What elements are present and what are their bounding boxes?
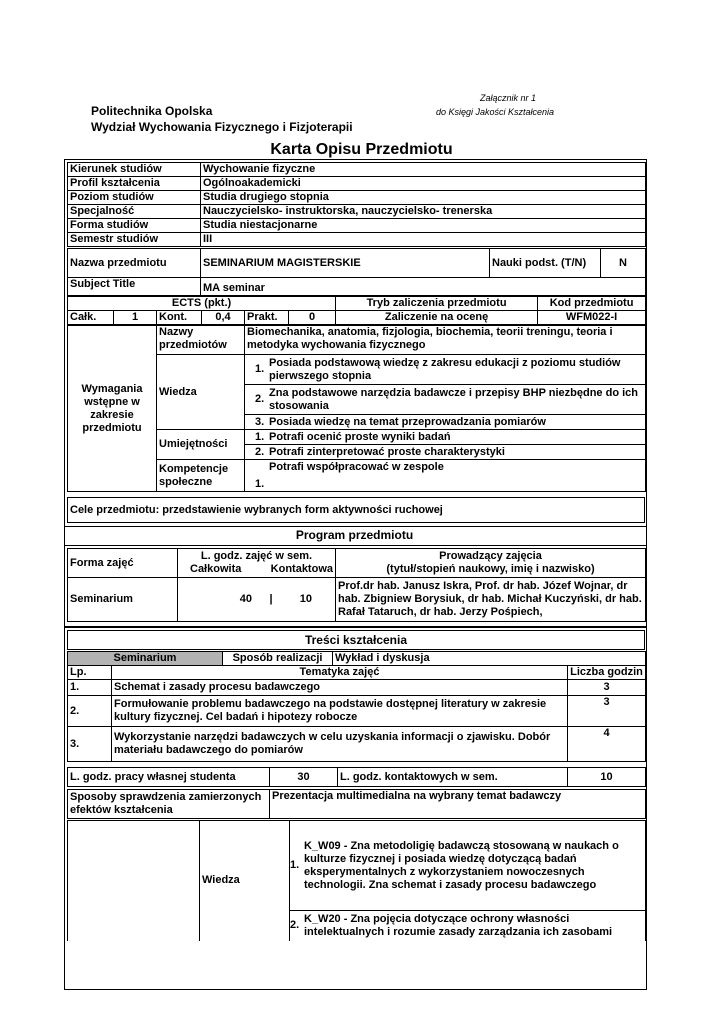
subject-table: [67, 248, 646, 296]
content-form-table: [67, 651, 646, 666]
program-title: Program przedmiotu: [295, 528, 414, 542]
program-total-hours: 40: [239, 593, 252, 605]
basic-sciences-value: N: [601, 249, 646, 278]
method-label: Sposób realizacji: [223, 652, 333, 666]
method-value: Wykład i dyskusja: [333, 652, 646, 666]
teachers-header: Prowadzący zajęcia: [439, 550, 542, 562]
topic-lp: 2.: [68, 696, 112, 727]
prereq-names-label: Nazwy przedmiotów: [157, 326, 245, 355]
program-form-value: Seminarium: [68, 578, 178, 622]
workload-table: [67, 767, 646, 787]
assessment-label: Sposoby sprawdzenia zamierzonych efektów kształcenia: [68, 790, 270, 819]
page-title: Karta Opisu Przedmiotu: [270, 141, 453, 158]
topic-text: Schemat i zasady procesu badawczego: [112, 680, 568, 696]
prereq-knowledge-item: 1. Posiada podstawową wiedzę z zakresu edukacji z poziomu studiów pierwszego stopnia: [245, 355, 645, 385]
topic-text: Wykorzystanie narzędzi badawczych w celu uzyskania informacji o zjawisku. Dobór materiału badawczego do pomiarów: [112, 727, 568, 762]
ects-practical-value: 0: [289, 311, 336, 325]
university-name: Politechnika Opolska: [91, 104, 213, 118]
prereq-skills-label: Umiejętności: [157, 430, 245, 460]
ects-header: ECTS (pkt.): [68, 297, 336, 311]
topic-hours: 4: [568, 727, 646, 762]
basic-sciences-label: Nauki podst. (T/N): [490, 249, 601, 278]
contact-hours-value: 10: [568, 768, 646, 787]
teachers-subheader: (tytuł/stopień naukowy, imię i nazwisko): [386, 563, 595, 575]
prereq-knowledge-item: 2. Zna podstawowe narzędzia badawcze i przepisy BHP niezbędne do ich stosowania: [245, 385, 645, 415]
teachers-value: Prof.dr hab. Janusz Iskra, Prof. dr hab. Józef Wojnar, dr hab. Zbigniew Borysiuk, dr hab. Michał Kuczyński, dr hab. Rafał Tataruch, dr hab. Jerzy Pośpiech,: [336, 578, 646, 622]
ects-total-value: 1: [114, 311, 157, 325]
effects-table: [67, 820, 646, 941]
prereq-names-value: Biomechanika, anatomia, fizjologia, biochemia, teorii treningu, teoria i metodyka wychowania fizycznego: [245, 326, 646, 355]
content-form: Seminarium: [112, 652, 223, 666]
subject-title-value: MA seminar: [201, 278, 646, 296]
ects-contact-value: 0,4: [202, 311, 245, 325]
info-label: Semestr studiów: [68, 233, 201, 247]
info-table: [67, 162, 646, 247]
info-label: Forma studiów: [68, 219, 201, 233]
subject-name-value: SEMINARIUM MAGISTERSKIE: [201, 249, 490, 278]
info-label: Poziom studiów: [68, 191, 201, 205]
form-header: Forma zajęć: [68, 549, 178, 578]
topic-header: Tematyka zajęć: [112, 666, 568, 680]
topic-hours-header: Liczba godzin: [568, 666, 646, 680]
subject-name-label: Nazwa przedmiotu: [68, 249, 201, 278]
topic-hours: 3: [568, 680, 646, 696]
subject-code-header: Kod przedmiotu: [538, 297, 646, 311]
hours-header: L. godz. zajęć w sem.: [200, 550, 313, 562]
own-work-label: L. godz. pracy własnej studenta: [68, 768, 270, 787]
contact-hours-header: Kontaktowa: [270, 563, 333, 575]
ects-table: [67, 296, 646, 325]
content-title-table: [67, 630, 645, 650]
prereq-knowledge-item: 3. Posiada wiedzę na temat przeprowadzania pomiarów: [255, 415, 546, 428]
subject-title-label: Subject Title: [68, 278, 201, 296]
assessment-table: [67, 789, 646, 819]
effect-item: 1. K_W09 - Zna metodoligię badawczą stosowaną w naukach o kulturze fizycznej i posiada wiedzę dotyczącą badań eksperymentalnych z wykorzystaniem nowoczesnych technologii. Zna schemat i zasady procesu badawczego: [290, 839, 619, 891]
ects-contact-label: Kont.: [157, 311, 202, 325]
topic-lp: 3.: [68, 727, 112, 762]
topics-table: [67, 665, 646, 762]
program-contact-hours: 10: [299, 593, 312, 605]
total-hours-header: Całkowita: [190, 563, 242, 575]
topic-text: Formułowanie problemu badawczego na podstawie dostępnej literatury w zakresie kultury fizycznej. Cel badań i hipotezy robocze: [112, 696, 568, 727]
annex-line2: do Księgi Jakości Kształcenia: [436, 107, 555, 117]
info-label: Specjalność: [68, 205, 201, 219]
effects-knowledge-label: Wiedza: [200, 821, 290, 941]
goals-table: [67, 497, 645, 523]
prerequisites-table: [67, 325, 646, 492]
info-value: Wychowanie fizyczne: [201, 163, 646, 177]
info-value: III: [201, 233, 646, 247]
ects-total-label: Całk.: [68, 311, 114, 325]
topic-hours: 3: [568, 696, 646, 727]
prereq-skills-item: 2. Potrafi zinterpretować proste charakterystyki: [255, 445, 505, 458]
assessment-mode-value: Zaliczenie na ocenę: [336, 311, 538, 325]
prereq-skills-item: 1. Potrafi ocenić proste wyniki badań: [245, 430, 645, 445]
content-title: Treści kształcenia: [68, 631, 645, 650]
prereq-social-item: 1. Potrafi współpracować w zespole: [255, 460, 444, 490]
info-label: Kierunek studiów: [68, 163, 201, 177]
prereq-knowledge-label: Wiedza: [157, 355, 245, 430]
own-work-value: 30: [270, 768, 338, 787]
info-label: Profil kształcenia: [68, 177, 201, 191]
assessment-value: Prezentacja multimedialna na wybrany temat badawczy: [270, 790, 646, 819]
info-value: Nauczycielsko- instruktorska, nauczycielsko- trenerska: [201, 205, 646, 219]
info-value: Studia niestacjonarne: [201, 219, 646, 233]
program-table: [67, 548, 646, 622]
annex-line1: Załącznik nr 1: [480, 93, 537, 103]
info-value: Ogólnoakademicki: [201, 177, 646, 191]
topic-lp: 1.: [68, 680, 112, 696]
info-value: Studia drugiego stopnia: [201, 191, 646, 205]
assessment-mode-header: Tryb zaliczenia przedmiotu: [336, 297, 538, 311]
faculty-name: Wydział Wychowania Fizycznego i Fizjoterapii: [91, 120, 353, 134]
contact-hours-label: L. godz. kontaktowych w sem.: [338, 768, 568, 787]
prerequisites-title: Wymagania wstępne w zakresie przedmiotu: [68, 326, 157, 492]
hours-separator: |: [269, 593, 273, 605]
prereq-social-label: Kompetencje społeczne: [157, 460, 245, 492]
effect-item: 2. K_W20 - Zna pojęcia dotyczące ochrony własności intelektualnych i rozumie zasady zarządzania ich zasobami: [290, 912, 613, 938]
course-goals: Cele przedmiotu: przedstawienie wybranych form aktywności ruchowej: [68, 498, 645, 523]
ects-practical-label: Prakt.: [245, 311, 289, 325]
lp-header: Lp.: [68, 666, 112, 680]
subject-code-value: WFM022-I: [538, 311, 646, 325]
